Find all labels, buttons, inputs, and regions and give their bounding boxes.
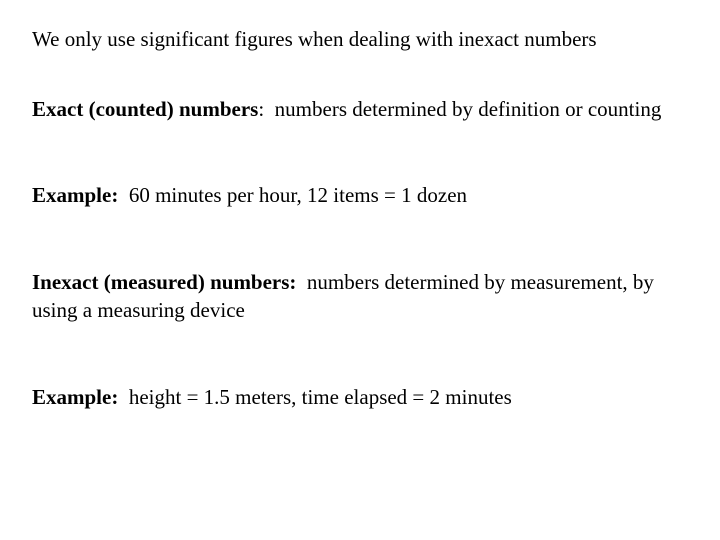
- exact-colon: :: [258, 97, 265, 121]
- inexact-term: Inexact (measured) numbers:: [32, 270, 297, 294]
- exact-example-text: 60 minutes per hour, 12 items = 1 dozen: [118, 183, 468, 207]
- exact-numbers-definition: [32, 95, 692, 123]
- exact-numbers-example: [32, 181, 692, 209]
- intro-statement: [32, 25, 692, 53]
- inexact-definition: numbers determined by measurement, by using a measuring device: [32, 270, 660, 322]
- inexact-example-label: Example:: [32, 385, 119, 409]
- exact-definition: numbers determined by definition or counting: [264, 97, 662, 121]
- intro-text: We only use significant figures when dealing with inexact numbers: [32, 27, 597, 51]
- inexact-example-text: height = 1.5 meters, time elapsed = 2 minutes: [118, 385, 512, 409]
- exact-term: Exact (counted) numbers: [32, 97, 259, 121]
- inexact-numbers-example: [32, 383, 692, 411]
- inexact-numbers-definition: [32, 268, 692, 324]
- exact-example-label: Example:: [32, 183, 119, 207]
